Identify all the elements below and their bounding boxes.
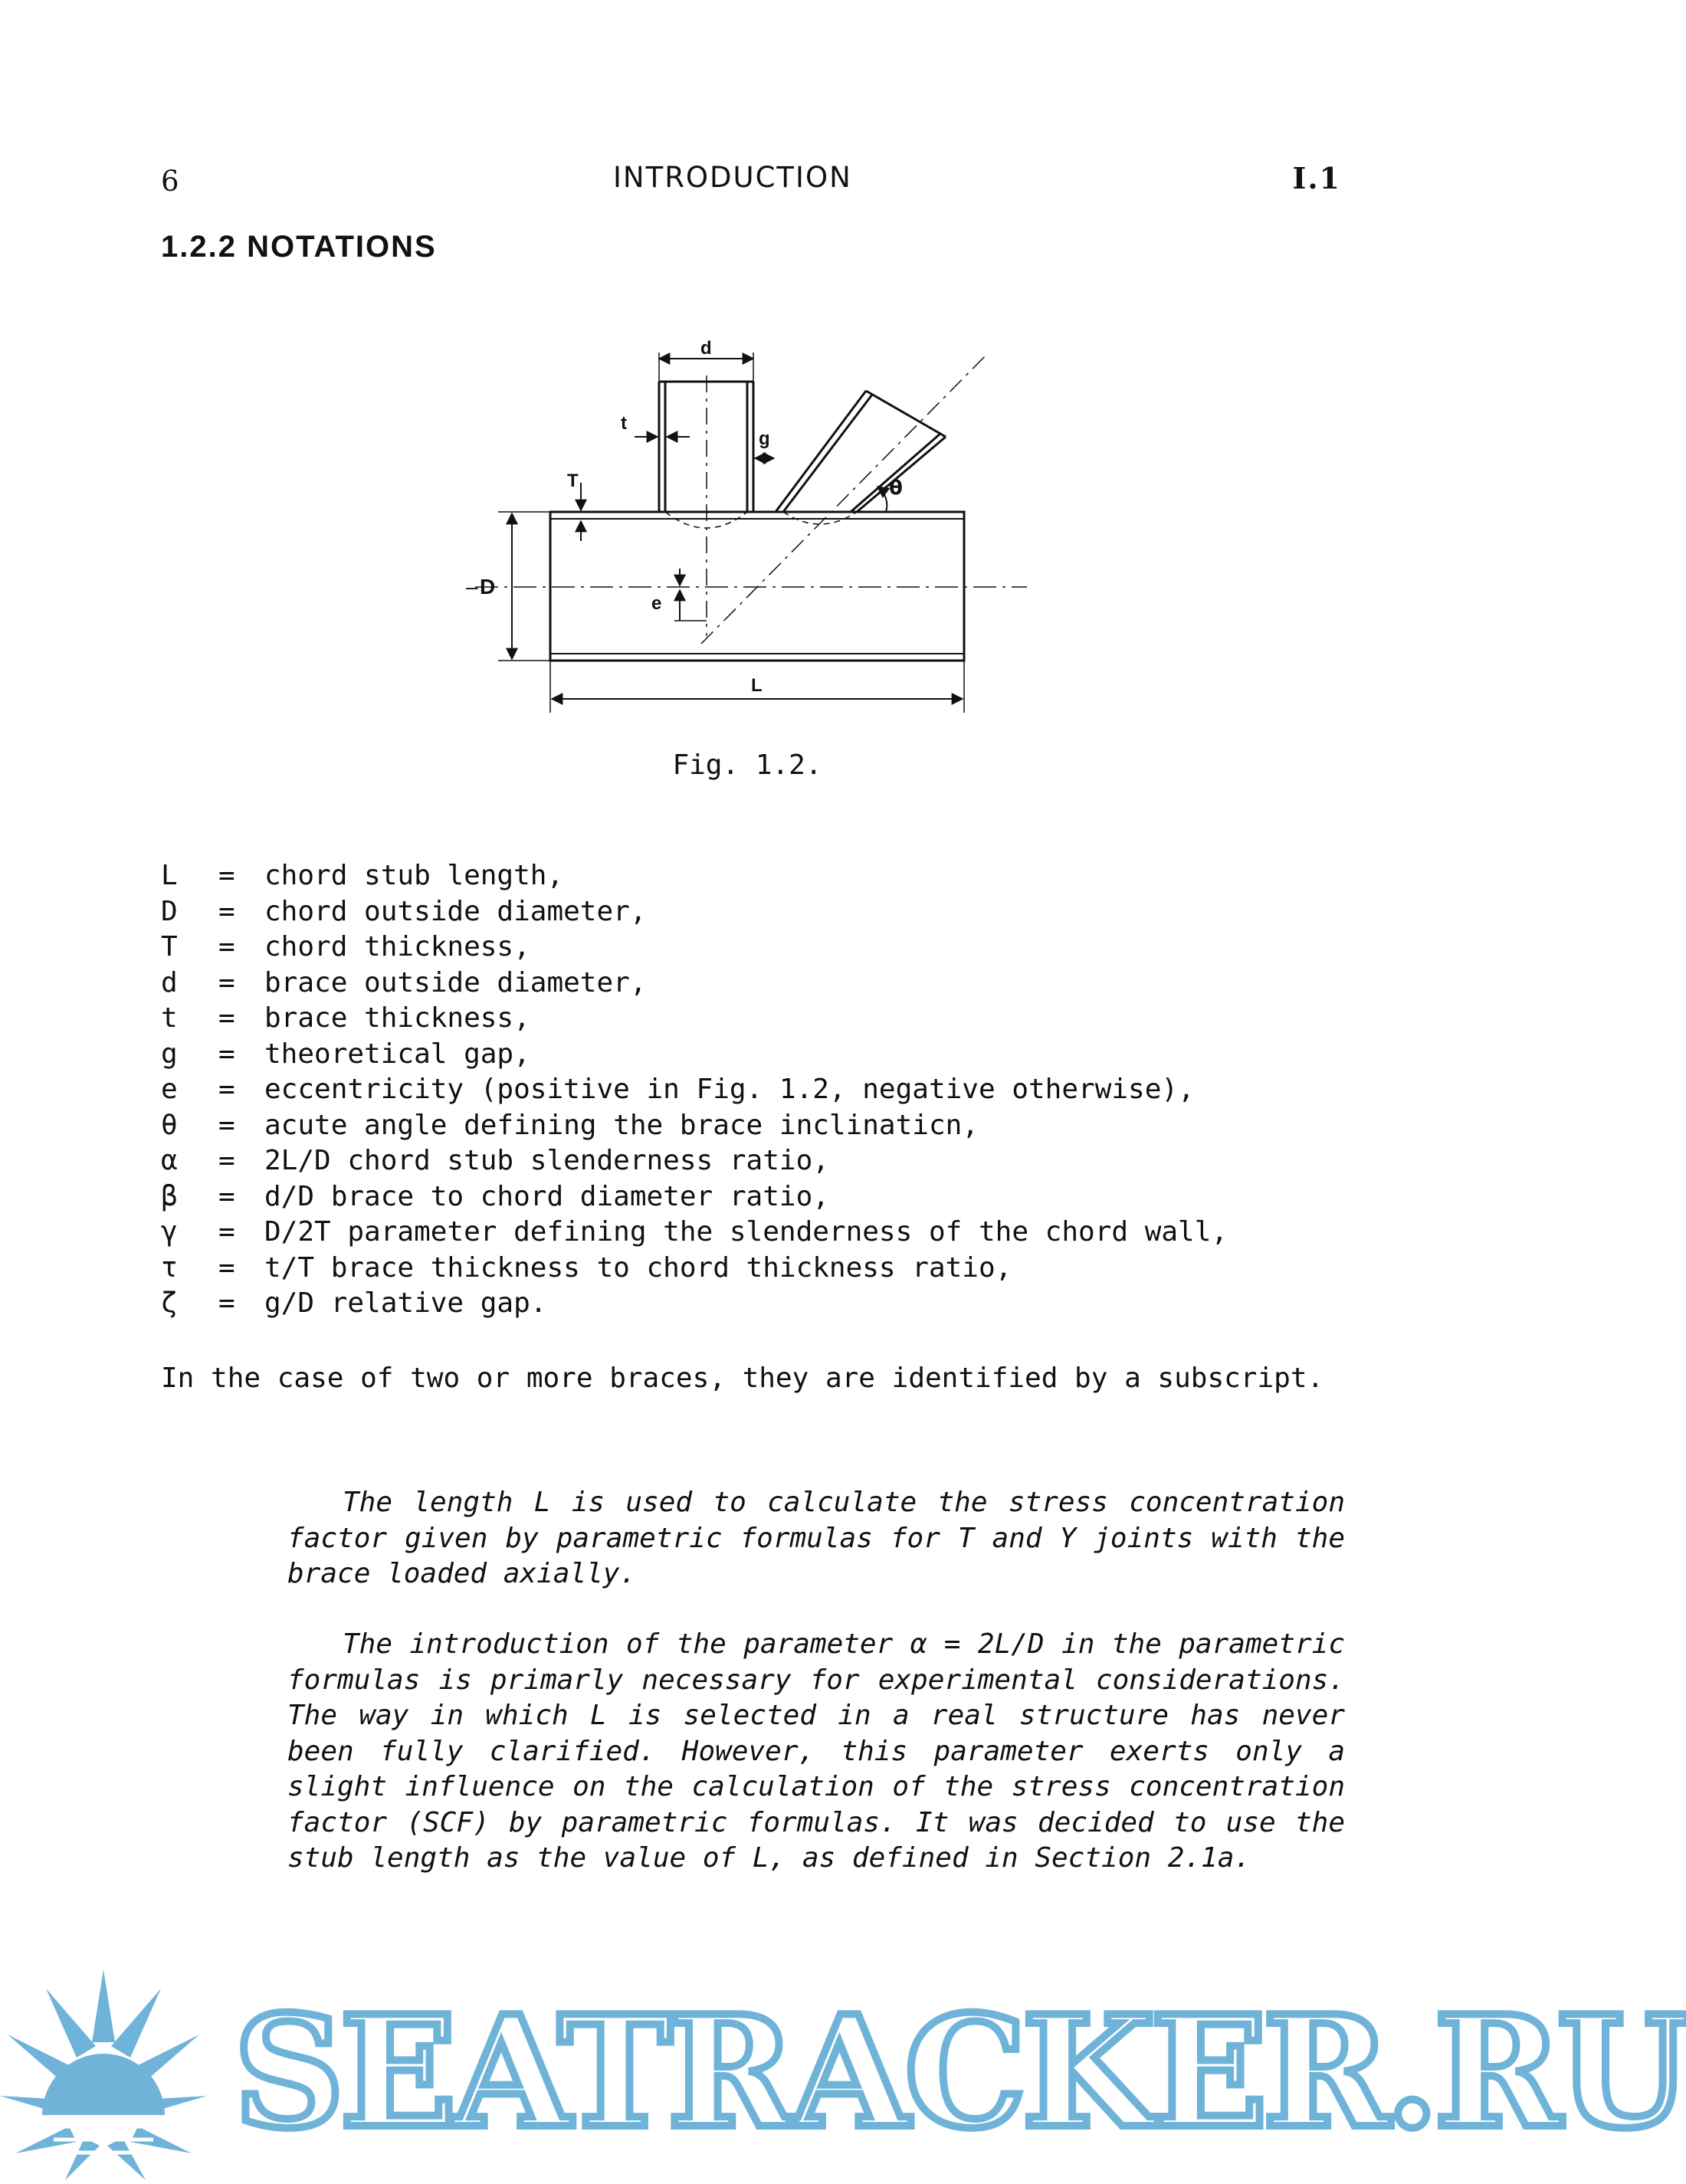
notation-definition: d/D brace to chord diameter ratio, (264, 1180, 829, 1212)
chapter-label: I.1 (1292, 161, 1341, 195)
notation-equals: = (218, 1074, 235, 1105)
notation-symbol: β (161, 1180, 178, 1212)
notation-symbol: D (161, 895, 178, 927)
notation-row (161, 1251, 1228, 1287)
label-T: T (567, 471, 579, 491)
label-D: D (480, 575, 496, 598)
notation-symbol: T (161, 931, 178, 962)
notation-definition: theoretical gap, (264, 1038, 530, 1070)
notation-definition: brace outside diameter, (264, 966, 647, 999)
notation-equals: = (218, 1109, 235, 1141)
svg-text:–: – (466, 575, 478, 598)
notation-equals: = (218, 1038, 235, 1070)
notation-symbol: θ (161, 1109, 178, 1141)
inclined-centerline (701, 353, 989, 644)
notation-definition: chord stub length, (264, 860, 564, 891)
notation-symbol: α (161, 1145, 178, 1176)
watermark-text: SEATRACKER.RU (234, 1982, 1686, 2163)
label-e: e (651, 593, 662, 614)
notation-equals: = (218, 931, 235, 962)
notation-row (161, 1072, 1228, 1108)
subscript-note: In the case of two or more braces, they are identified by a subscript. (161, 1363, 1324, 1394)
inclined-brace (776, 391, 946, 512)
notation-row (161, 1037, 1228, 1073)
commentary-paragraph-2 (287, 1627, 1345, 1877)
notation-symbol: ζ (161, 1287, 178, 1319)
notation-row (161, 1143, 1228, 1179)
figure-caption: Fig. 1.2. (672, 749, 822, 781)
label-theta: θ (889, 477, 903, 500)
notation-row (161, 858, 1228, 894)
notation-definition: chord thickness, (264, 931, 530, 962)
notation-row (161, 1108, 1228, 1144)
notation-equals: = (218, 860, 235, 891)
notation-equals: = (218, 1180, 235, 1212)
notation-row (161, 1179, 1228, 1215)
notation-equals: = (218, 1251, 235, 1284)
notation-symbol: g (161, 1038, 178, 1070)
notation-list (161, 858, 1228, 1322)
notation-definition: acute angle defining the brace inclinaticn, (264, 1109, 979, 1141)
notation-row (161, 1001, 1228, 1037)
notation-row (161, 1215, 1228, 1251)
commentary-paragraph-1 (287, 1485, 1345, 1592)
notation-symbol: γ (161, 1216, 178, 1248)
notation-equals: = (218, 966, 235, 999)
notation-symbol: τ (161, 1251, 178, 1284)
notation-definition: chord outside diameter, (264, 895, 647, 927)
joint-diagram (460, 330, 1042, 728)
notation-definition: 2L/D chord stub slenderness ratio, (264, 1145, 829, 1176)
notation-symbol: L (161, 860, 178, 891)
notation-symbol: e (161, 1074, 178, 1105)
label-d: d (700, 338, 712, 359)
notation-row (161, 966, 1228, 1002)
commentary-text: The introduction of the parameter α = 2L/D in the parametric formulas is primarly necessary for experimental considerations. The way in which L is selected in a real structure has never been fully clarified. However, this parameter exerts only a slight influence on the calculation of the stress concentration factor (SCF) by parametric formulas. It was decided to use the stub length as the value of L, as defined in Section 2.1a. (287, 1628, 1345, 1874)
notation-equals: = (218, 1002, 235, 1034)
label-g: g (759, 428, 770, 449)
notation-row (161, 894, 1228, 930)
notation-row (161, 930, 1228, 966)
notation-row (161, 1286, 1228, 1322)
running-header (161, 157, 1341, 203)
notation-definition: D/2T parameter defining the slenderness of the chord wall, (264, 1216, 1228, 1248)
notation-definition: eccentricity (positive in Fig. 1.2, negative otherwise), (264, 1074, 1195, 1105)
notation-equals: = (218, 1216, 235, 1248)
commentary-text: The length L is used to calculate the stress concentration factor given by parametric formulas for T and Y joints with the brace loaded axially. (287, 1487, 1345, 1589)
section-heading: 1.2.2 NOTATIONS (161, 230, 437, 264)
notation-definition: brace thickness, (264, 1002, 530, 1034)
notation-symbol: d (161, 966, 178, 999)
label-t: t (621, 413, 627, 434)
page-number: 6 (161, 165, 181, 198)
running-title: INTRODUCTION (613, 161, 852, 194)
label-L: L (751, 675, 763, 696)
notation-definition: t/T brace thickness to chord thickness ratio, (264, 1251, 1012, 1284)
notation-equals: = (218, 1287, 235, 1319)
notation-symbol: t (161, 1002, 178, 1034)
notation-equals: = (218, 895, 235, 927)
notation-definition: g/D relative gap. (264, 1287, 547, 1319)
notation-equals: = (218, 1145, 235, 1176)
